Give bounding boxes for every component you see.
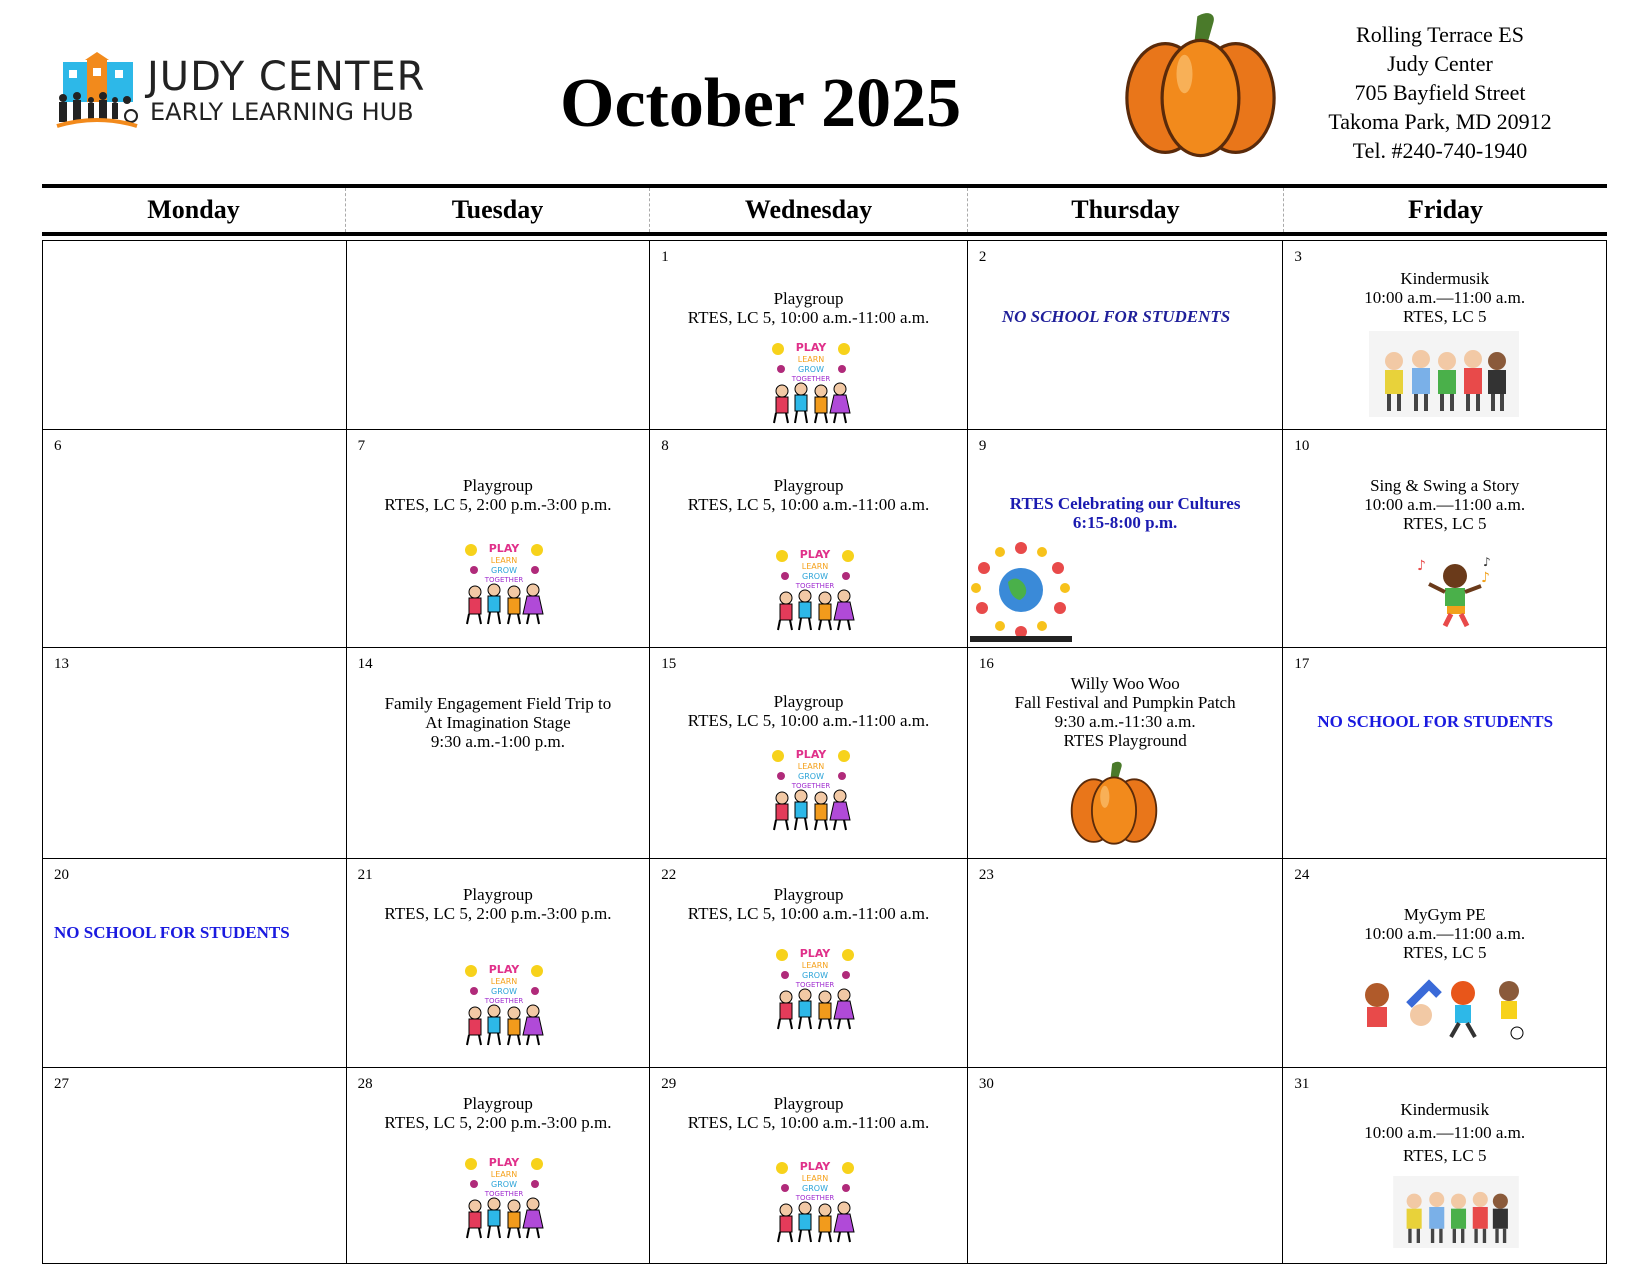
pumpkin-icon [1118,10,1283,170]
event-line: RTES, LC 5, 2:00 p.m.-3:00 p.m. [384,904,612,923]
day-header: Monday [147,195,240,224]
day-cell [43,859,346,1067]
event-line: RTES, LC 5 [1402,1146,1487,1165]
day-number: 20 [54,867,69,883]
day-number: 8 [661,438,669,454]
day-number: 15 [661,656,677,672]
day-header: Thursday [967,188,1283,232]
event-line: Willy Woo Woo [1070,674,1180,693]
address-line: Rolling Terrace ES [1356,22,1524,47]
address-line: Tel. #240-740-1940 [1352,138,1528,163]
svg-text:♪: ♪ [1417,558,1427,574]
event-line: Playgroup [773,692,844,711]
world-cultures-icon [970,538,1072,642]
address-line: Judy Center [1387,51,1493,76]
day-cell [1282,1068,1606,1263]
school-family-icon [55,52,140,132]
day-header: Friday [1283,188,1607,232]
event-text [1283,476,1606,533]
day-header: Wednesday [649,188,967,232]
day-number: 29 [661,1076,677,1092]
address-line: Takoma Park, MD 20912 [1328,109,1552,134]
event-line: Playgroup [773,1094,844,1113]
event-line: RTES Celebrating our Cultures [1009,494,1241,513]
event-line: 9:30 a.m.-1:00 p.m. [430,732,565,751]
event-line: RTES, LC 5 [1402,514,1487,533]
logo-subtitle: EARLY LEARNING HUB [150,98,414,126]
event-line: 10:00 a.m.—11:00 a.m. [1364,1123,1526,1142]
play-learn-grow-icon [459,963,549,1047]
event-text [1283,269,1606,326]
event-text [968,674,1283,750]
logo-title: JUDY CENTER [147,54,426,100]
event-line: RTES, LC 5, 2:00 p.m.-3:00 p.m. [384,495,612,514]
day-cell [43,430,346,647]
play-learn-grow-icon [459,1156,549,1240]
day-cell [1282,859,1606,1067]
calendar [42,184,1607,1264]
day-cell [967,648,1283,858]
event-line: RTES, LC 5, 10:00 a.m.-11:00 a.m. [687,1113,930,1132]
event-line: RTES, LC 5, 10:00 a.m.-11:00 a.m. [687,495,930,514]
day-number: 13 [54,656,69,672]
day-cell [1282,241,1606,429]
play-learn-grow-icon [770,548,860,632]
week-row [43,858,1606,1067]
singing-kids-icon [1381,1176,1531,1248]
day-number: 28 [357,1076,373,1092]
event-text [1283,905,1606,962]
event-text [650,476,967,514]
pumpkin-icon [1068,760,1160,852]
event-line: Playgroup [462,1094,533,1113]
day-cell-empty [43,241,346,429]
week-row [43,240,1606,429]
singing-kids-icon [1369,331,1519,417]
day-number: 31 [1294,1076,1310,1092]
day-number: 6 [54,438,62,454]
event-line: Sing & Swing a Story [1370,476,1520,495]
event-line: 10:00 a.m.—11:00 a.m. [1364,495,1526,514]
day-number: 17 [1294,656,1310,672]
day-cell [649,241,967,429]
day-header: Tuesday [345,188,649,232]
svg-text:♪: ♪ [1483,556,1492,569]
event-line: 10:00 a.m.—11:00 a.m. [1364,288,1526,307]
event-line: Playgroup [462,476,533,495]
event-text [347,476,650,514]
play-learn-grow-icon [770,947,860,1031]
day-cell [1282,648,1606,858]
active-kids-icon [1359,975,1529,1043]
day-number: 21 [357,867,373,883]
event-line: Playgroup [773,289,844,308]
address-line: 705 Bayfield Street [1354,80,1526,105]
day-cell [346,1068,650,1263]
event-line: Playgroup [462,885,533,904]
event-line: MyGym PE [1403,905,1486,924]
event-text [968,494,1283,532]
event-line: RTES, LC 5 [1402,943,1487,962]
event-line: Kindermusik [1400,1100,1490,1119]
week-row [43,1067,1606,1263]
event-text [650,692,967,730]
event-line: RTES, LC 5, 2:00 p.m.-3:00 p.m. [384,1113,612,1132]
play-learn-grow-icon [766,748,856,832]
day-cell [649,1068,967,1263]
day-cell [967,1068,1283,1263]
event-line: Playgroup [773,476,844,495]
svg-text:♪: ♪ [1481,570,1491,586]
event-line: RTES, LC 5 [1402,307,1487,326]
day-cell [43,1068,346,1263]
day-number: 14 [357,656,373,672]
day-cell [1282,430,1606,647]
event-line: Family Engagement Field Trip to [384,694,612,713]
day-number: 10 [1294,438,1310,454]
day-number: 23 [978,867,994,883]
day-cell [43,648,346,858]
event-line: 9:30 a.m.-11:30 a.m. [1054,712,1196,731]
page-title: October 2025 [560,65,962,142]
no-school-notice: NO SCHOOL FOR STUDENTS [1001,307,1231,326]
address-block [1300,20,1580,165]
no-school-notice: NO SCHOOL FOR STUDENTS [54,923,290,942]
event-line: 6:15-8:00 p.m. [1072,513,1178,532]
day-number: 3 [1294,249,1302,265]
play-learn-grow-icon [770,1160,860,1244]
event-line: RTES, LC 5, 10:00 a.m.-11:00 a.m. [687,308,930,327]
event-text [650,885,967,923]
day-cell-empty [346,241,650,429]
event-line: Fall Festival and Pumpkin Patch [1014,693,1236,712]
day-cell [967,430,1283,647]
week-row [43,647,1606,858]
day-cell [346,648,650,858]
event-line: RTES, LC 5, 10:00 a.m.-11:00 a.m. [687,904,930,923]
event-text [650,289,967,327]
event-line: RTES, LC 5, 10:00 a.m.-11:00 a.m. [687,711,930,730]
day-number: 16 [978,656,994,672]
day-number: 1 [661,249,669,265]
event-line: Kindermusik [1400,269,1490,288]
event-line: At Imagination Stage [425,713,571,732]
event-line: 10:00 a.m.—11:00 a.m. [1364,924,1526,943]
day-cell [346,859,650,1067]
judy-center-logo [55,52,435,132]
event-line: Playgroup [773,885,844,904]
week-row [43,429,1606,647]
day-number: 22 [661,867,677,883]
day-number: 30 [978,1076,994,1092]
day-cell [649,430,967,647]
weekday-header [42,184,1607,236]
event-text [347,885,650,923]
calendar-grid [42,240,1607,1264]
event-line: RTES Playground [1063,731,1187,750]
day-number: 2 [978,249,987,265]
no-school-notice: NO SCHOOL FOR STUDENTS [1317,712,1554,731]
day-cell [967,859,1283,1067]
day-number: 9 [978,438,987,454]
day-cell [649,859,967,1067]
play-learn-grow-icon [459,542,549,626]
event-text [347,694,650,751]
event-text [347,1094,650,1132]
dancing-child-icon [1415,556,1495,628]
day-number: 27 [54,1076,69,1092]
event-text [650,1094,967,1132]
day-number: 24 [1294,867,1310,883]
day-cell [346,430,650,647]
day-cell [967,241,1283,429]
day-cell [649,648,967,858]
event-text [1283,1098,1606,1167]
play-learn-grow-icon [766,341,856,425]
day-number: 7 [357,438,366,454]
